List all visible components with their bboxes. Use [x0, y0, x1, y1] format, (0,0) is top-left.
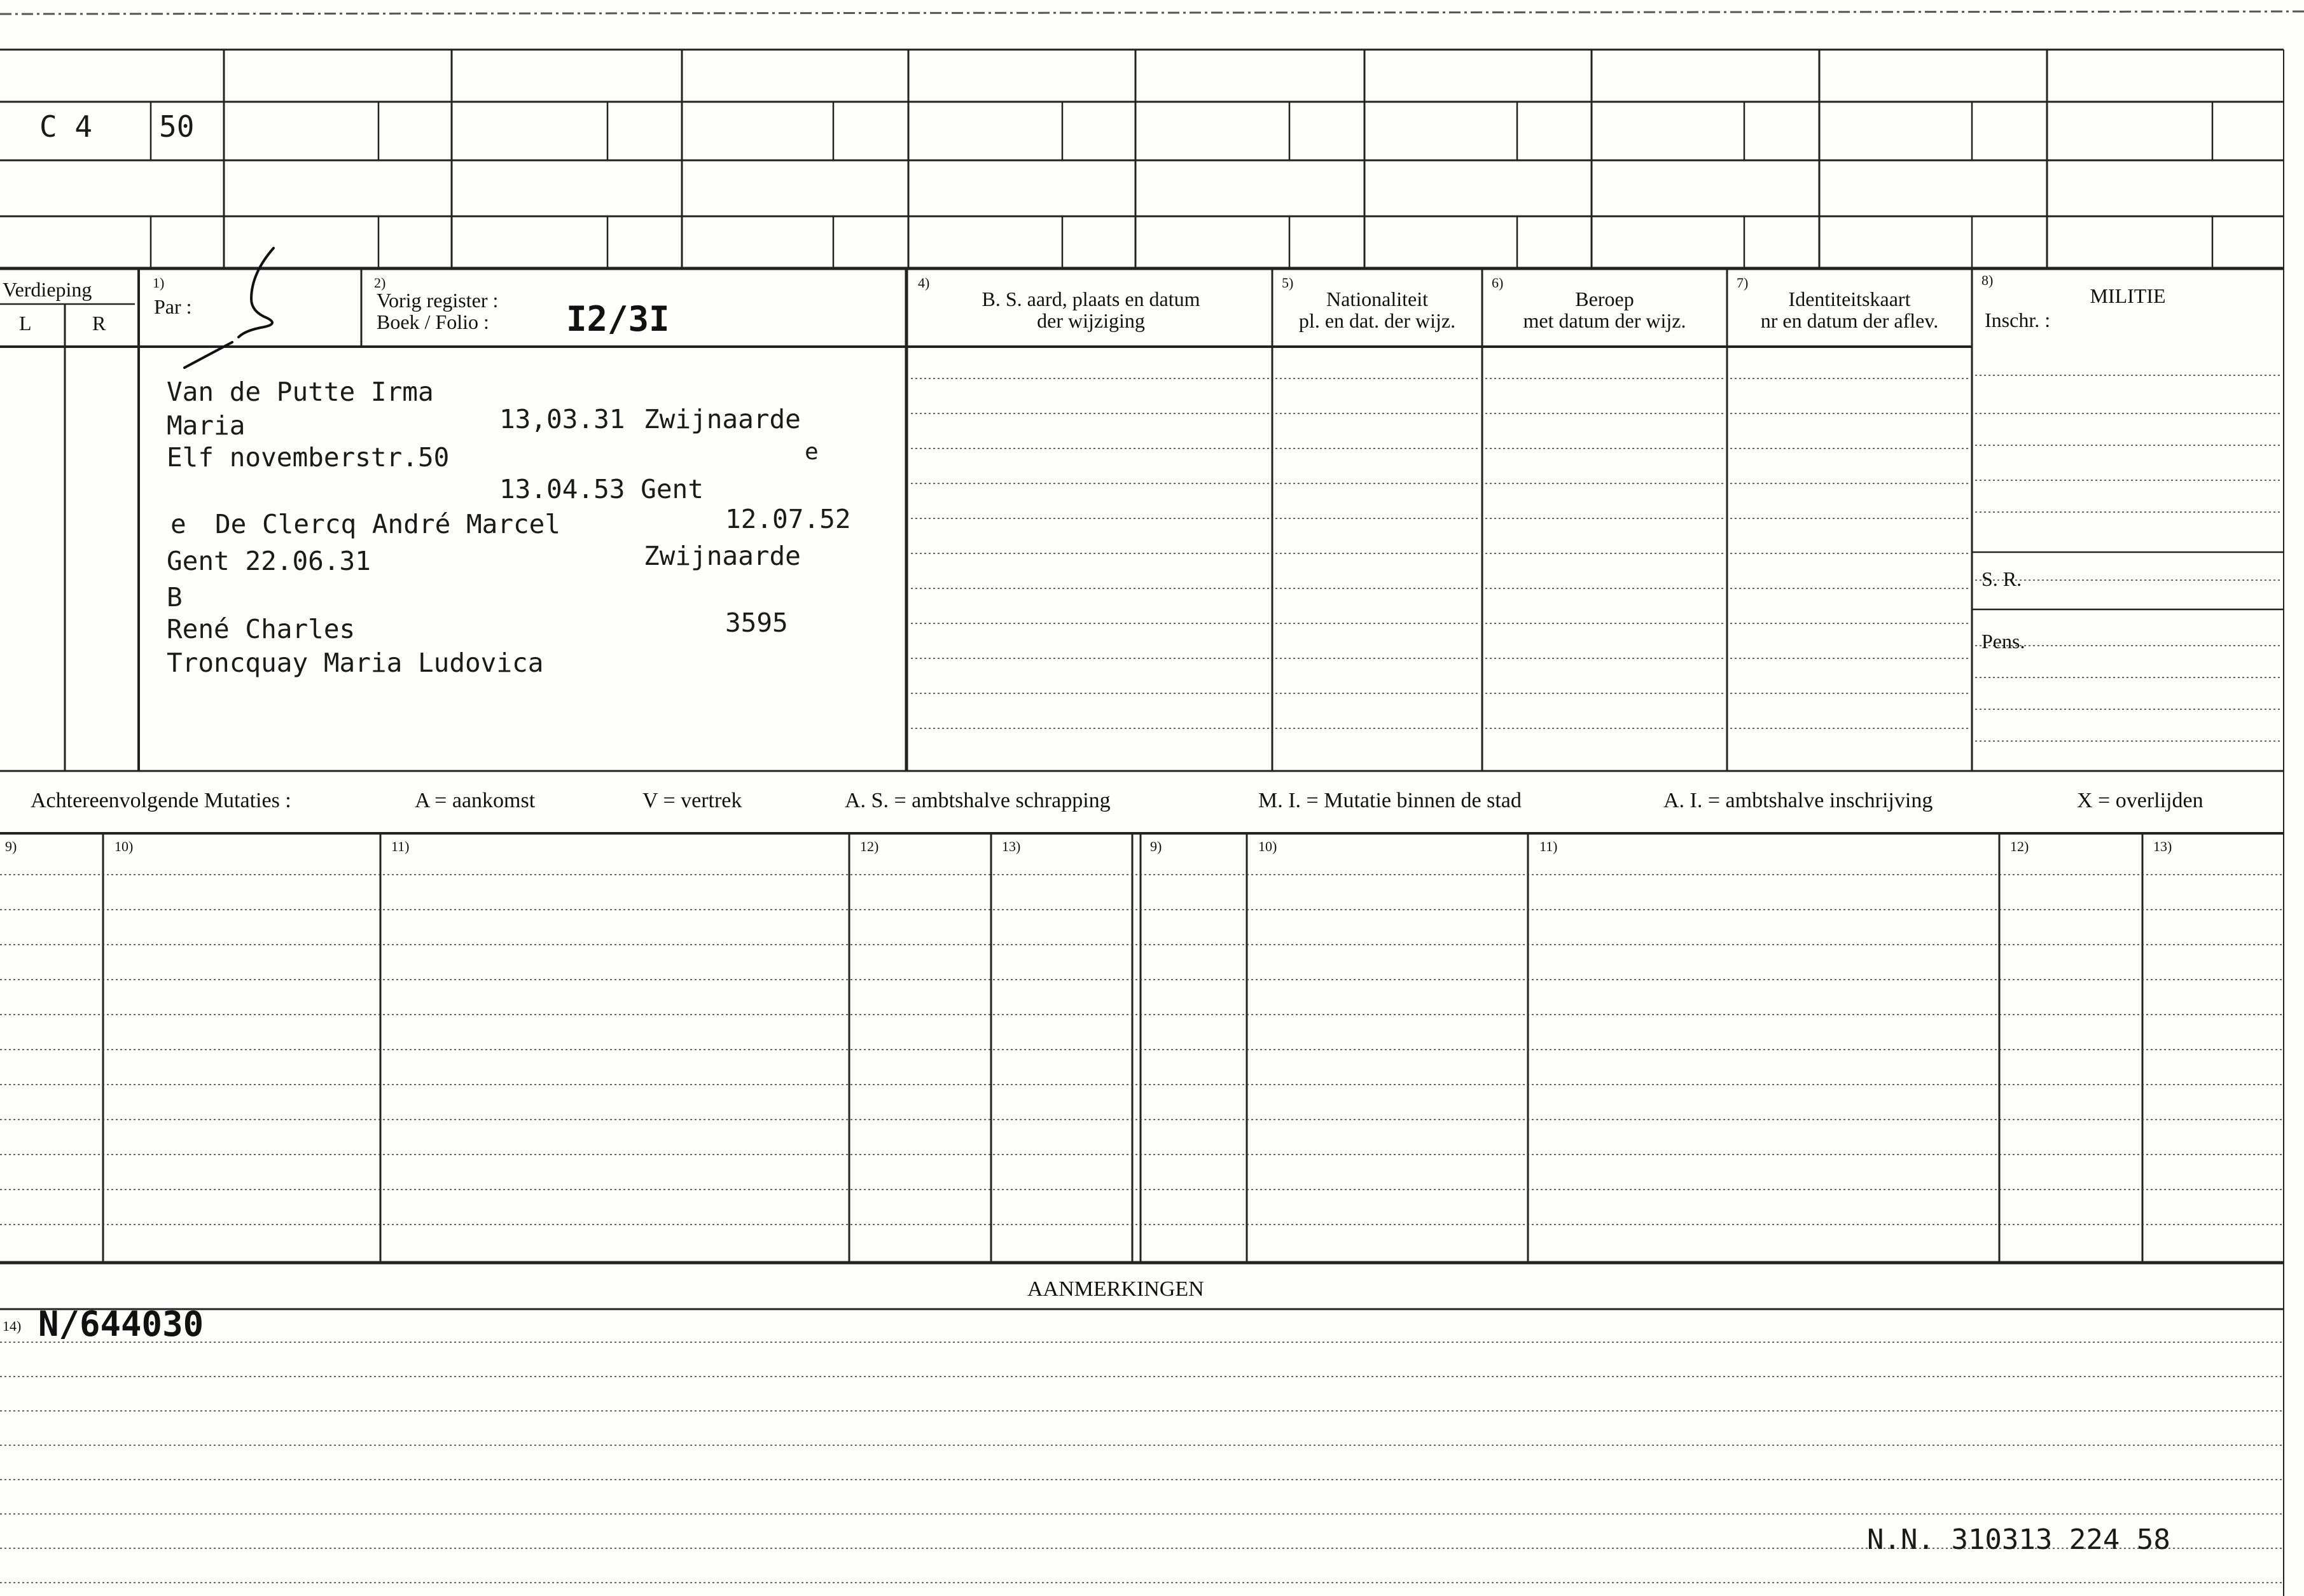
- pens-label: Pens.: [1981, 630, 2025, 653]
- field-number-8: 8): [1981, 272, 1994, 288]
- mutation-col-9-right: 9): [1150, 838, 1162, 854]
- record-line-6-place: Gent 22.06.31: [167, 546, 371, 576]
- field-number-4: 4): [918, 275, 930, 291]
- national-number: N.N. 310313 224 58: [1867, 1523, 2170, 1556]
- nationaliteit-header-line1: Nationaliteit: [1326, 288, 1428, 310]
- record-line-3: Elf novemberstr.50: [167, 442, 450, 473]
- mutations-legend-title: Achtereenvolgende Mutaties :: [31, 789, 291, 812]
- mutation-col-12-left: 12): [860, 838, 879, 854]
- record-line-5-date: 12.07.52: [725, 504, 851, 534]
- record-line-7: B: [167, 582, 183, 613]
- mutation-col-11-left: 11): [391, 838, 410, 854]
- legend-vertrek: V = vertrek: [642, 789, 742, 812]
- field-number-14: 14): [3, 1318, 22, 1334]
- militie-header: MILITIE: [2090, 284, 2166, 307]
- col-r-label: R: [92, 312, 106, 335]
- col-l-label: L: [19, 312, 32, 335]
- legend-overlijden: X = overlijden: [2077, 789, 2203, 812]
- legend-mutatie-stad: M. I. = Mutatie binnen de stad: [1258, 789, 1522, 812]
- legend-ambtshalve-inschrijving: A. I. = ambtshalve inschrijving: [1663, 789, 1933, 812]
- record-line-2-date: 13,03.31: [499, 404, 625, 434]
- boek-folio-label: Boek / Folio :: [377, 310, 489, 333]
- field-number-6: 6): [1492, 275, 1504, 291]
- mutation-col-13-right: 13): [2153, 838, 2172, 854]
- verdieping-label: Verdieping: [3, 278, 92, 301]
- record-line-3-mark: e: [805, 439, 819, 465]
- legend-aankomst: A = aankomst: [415, 789, 536, 812]
- record-line-8-name: René Charles: [167, 614, 356, 644]
- mutation-col-10-left: 10): [115, 838, 134, 854]
- inschr-label: Inschr. :: [1985, 309, 2051, 331]
- record-line-9: Troncquay Maria Ludovica: [167, 648, 544, 678]
- nationaliteit-header-line2: pl. en dat. der wijz.: [1298, 309, 1456, 332]
- bs-header-line1: B. S. aard, plaats en datum: [982, 288, 1200, 310]
- mutation-col-11-right: 11): [1539, 838, 1558, 854]
- card-number: 50: [159, 109, 195, 144]
- record-line-1: Van de Putte Irma: [167, 377, 434, 407]
- field-number-7: 7): [1737, 275, 1749, 291]
- record-line-5-name: De Clercq André Marcel: [215, 509, 561, 539]
- par-label: Par :: [154, 295, 192, 318]
- legend-ambtshalve-schrapping: A. S. = ambtshalve schrapping: [845, 789, 1111, 812]
- vorig-register-label: Vorig register :: [377, 289, 499, 312]
- beroep-header-line1: Beroep: [1575, 288, 1634, 310]
- record-line-6-right: Zwijnaarde: [644, 541, 801, 571]
- record-line-4: 13.04.53 Gent: [499, 474, 704, 504]
- field-number-1: 1): [153, 275, 165, 291]
- sr-label: S. R.: [1981, 567, 2022, 590]
- bs-header-line2: der wijziging: [1037, 309, 1145, 332]
- mutation-col-13-left: 13): [1002, 838, 1021, 854]
- mutation-col-10-right: 10): [1258, 838, 1277, 854]
- field-number-2: 2): [374, 275, 386, 291]
- beroep-header-line2: met datum der wijz.: [1523, 309, 1686, 332]
- record-line-2-place: Zwijnaarde: [644, 404, 801, 434]
- record-line-8-number: 3595: [725, 607, 788, 638]
- record-line-2-name: Maria: [167, 410, 246, 441]
- remarks-code: N/644030: [38, 1304, 204, 1344]
- card-code: C 4: [39, 109, 93, 144]
- remarks-title: AANMERKINGEN: [1027, 1277, 1204, 1301]
- identiteitskaart-header-line1: Identiteitskaart: [1788, 288, 1911, 310]
- field-number-5: 5): [1282, 275, 1294, 291]
- record-line-5-prefix: e: [170, 509, 186, 539]
- identiteitskaart-header-line2: nr en datum der aflev.: [1760, 309, 1939, 332]
- mutation-col-12-right: 12): [2010, 838, 2029, 854]
- boek-folio-value: I2/3I: [566, 299, 670, 339]
- mutation-col-9-left: 9): [5, 838, 17, 854]
